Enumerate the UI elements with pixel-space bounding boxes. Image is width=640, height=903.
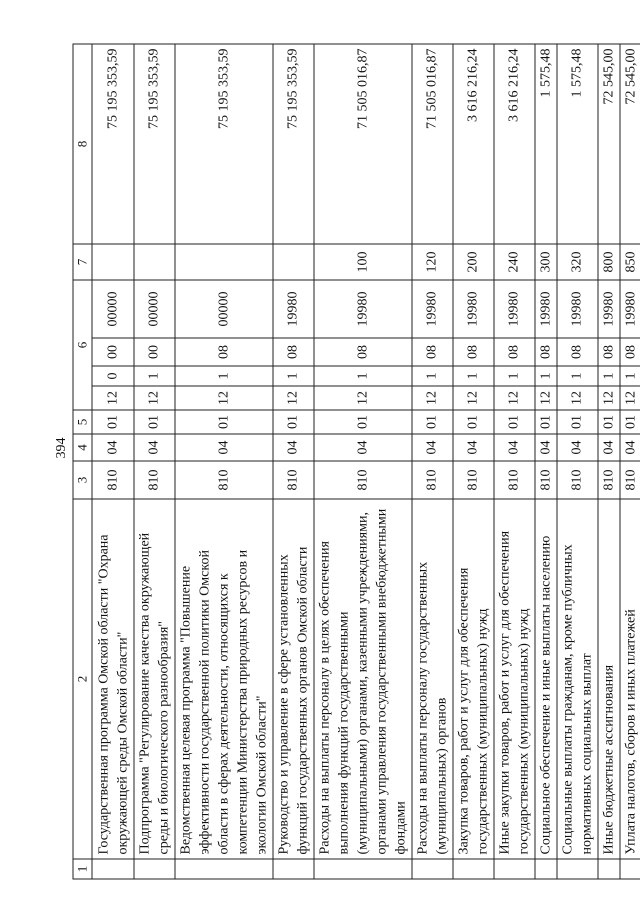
table-row [175,44,273,879]
cell-col-6-program: 12 [620,386,640,410]
cell-col-6-direction: 19980 [557,280,598,338]
cell-col-6-event: 08 [598,338,620,366]
cell-col-3: 810 [620,461,640,499]
cell-col-6-direction: 19980 [453,280,494,338]
table-row [598,44,620,879]
cell-col-6-direction: 19980 [535,280,557,338]
cell-col-4: 04 [412,434,453,461]
cell-amount: 1 575,48 [557,44,598,244]
header-col-8: 8 [73,44,92,244]
cell-col-6-direction: 19980 [273,280,314,338]
cell-col-7: 120 [412,244,453,280]
cell-col-3: 810 [494,461,535,499]
cell-col-6-event: 00 [134,338,175,366]
cell-col-5: 01 [494,410,535,434]
budget-table [73,44,640,880]
cell-col-1 [314,859,412,879]
cell-name: Руководство и управление в сфере установленных функций государственных органов Омской области [273,499,314,859]
cell-col-5: 01 [598,410,620,434]
cell-col-5: 01 [453,410,494,434]
cell-col-6-event: 08 [557,338,598,366]
table-row [273,44,314,879]
cell-col-6-direction: 19980 [494,280,535,338]
cell-col-6-event: 08 [494,338,535,366]
cell-col-5: 01 [273,410,314,434]
cell-col-6-subprogram: 0 [92,366,134,386]
cell-col-6-subprogram: 1 [412,366,453,386]
cell-col-3: 810 [92,461,134,499]
cell-col-3: 810 [134,461,175,499]
header-row [73,44,92,879]
cell-col-6-subprogram: 1 [134,366,175,386]
table-row [620,44,640,879]
cell-name: Расходы на выплаты персоналу государственных (муниципальных) органов [412,499,453,859]
cell-amount: 75 195 353,59 [175,44,273,244]
cell-col-4: 04 [175,434,273,461]
cell-col-6-direction: 19980 [314,280,412,338]
header-col-4: 4 [73,434,92,461]
cell-col-6-event: 08 [453,338,494,366]
cell-col-4: 04 [92,434,134,461]
cell-col-7: 800 [598,244,620,280]
cell-col-6-subprogram: 1 [273,366,314,386]
cell-col-7: 300 [535,244,557,280]
cell-col-1 [92,859,134,879]
cell-col-1 [134,859,175,879]
cell-col-6-subprogram: 1 [598,366,620,386]
cell-col-5: 01 [92,410,134,434]
cell-col-6-program: 12 [494,386,535,410]
cell-name: Расходы на выплаты персоналу в целях обеспечения выполнения функций государственными (муниципальными) органами, казенными учреждениями, органами управления государственными внебюджетными фондами [314,499,412,859]
cell-col-6-subprogram: 1 [453,366,494,386]
cell-col-5: 01 [175,410,273,434]
table-row [535,44,557,879]
header-col-7: 7 [73,244,92,280]
cell-col-4: 04 [453,434,494,461]
cell-col-5: 01 [314,410,412,434]
cell-col-6-event: 08 [620,338,640,366]
cell-col-6-direction: 19980 [598,280,620,338]
cell-col-4: 04 [598,434,620,461]
page-number: 394 [54,437,69,459]
cell-col-6-program: 12 [535,386,557,410]
cell-amount: 75 195 353,59 [273,44,314,244]
cell-col-4: 04 [494,434,535,461]
cell-col-5: 01 [412,410,453,434]
cell-col-7 [175,244,273,280]
cell-amount: 72 545,00 [598,44,620,244]
cell-col-6-subprogram: 1 [494,366,535,386]
cell-name: Подпрограмма "Регулирование качества окружающей среды и биологического разнообразия" [134,499,175,859]
cell-col-5: 01 [134,410,175,434]
cell-col-6-event: 08 [175,338,273,366]
cell-col-3: 810 [175,461,273,499]
cell-col-4: 04 [620,434,640,461]
cell-amount: 75 195 353,59 [92,44,134,244]
cell-col-6-event: 08 [314,338,412,366]
cell-col-4: 04 [134,434,175,461]
cell-col-1 [620,859,640,879]
cell-col-3: 810 [314,461,412,499]
cell-amount: 71 505 016,87 [314,44,412,244]
cell-col-1 [535,859,557,879]
cell-col-6-subprogram: 1 [535,366,557,386]
table-row [412,44,453,879]
budget-table-sheet [73,45,639,880]
cell-col-6-program: 12 [175,386,273,410]
cell-amount: 75 195 353,59 [134,44,175,244]
cell-col-6-program: 12 [598,386,620,410]
cell-col-6-event: 08 [535,338,557,366]
cell-col-1 [175,859,273,879]
cell-amount: 72 545,00 [620,44,640,244]
cell-col-1 [273,859,314,879]
table-row [557,44,598,879]
cell-col-7 [134,244,175,280]
cell-name: Закупка товаров, работ и услуг для обеспечения государственных (муниципальных) нужд [453,499,494,859]
header-col-5: 5 [73,410,92,434]
table-row [494,44,535,879]
cell-col-1 [557,859,598,879]
cell-col-6-program: 12 [557,386,598,410]
header-col-2: 2 [73,499,92,859]
cell-col-3: 810 [453,461,494,499]
table-row [453,44,494,879]
cell-name: Ведомственная целевая программа "Повышение эффективности государственной политики Омской области в сферах деятельности, относящихся к компетенции Министерства природных ресурсов и экологии Омской области" [175,499,273,859]
cell-col-6-event: 08 [273,338,314,366]
cell-col-6-program: 12 [92,386,134,410]
cell-col-6-direction: 19980 [412,280,453,338]
table-row [314,44,412,879]
cell-col-3: 810 [412,461,453,499]
cell-col-4: 04 [273,434,314,461]
cell-amount: 3 616 216,24 [453,44,494,244]
cell-col-5: 01 [535,410,557,434]
cell-col-6-program: 12 [412,386,453,410]
cell-col-7 [273,244,314,280]
cell-col-1 [453,859,494,879]
cell-name: Иные закупки товаров, работ и услуг для обеспечения государственных (муниципальных) нужд [494,499,535,859]
cell-col-1 [598,859,620,879]
cell-name: Государственная программа Омской области "Охрана окружающей среды Омской области" [92,499,134,859]
cell-col-6-program: 12 [273,386,314,410]
cell-col-6-program: 12 [314,386,412,410]
cell-col-6-event: 00 [92,338,134,366]
cell-col-7 [92,244,134,280]
cell-col-3: 810 [273,461,314,499]
cell-col-6-program: 12 [134,386,175,410]
header-col-6: 6 [73,280,92,410]
cell-col-7: 240 [494,244,535,280]
header-col-1: 1 [73,859,92,879]
cell-col-6-direction: 00000 [92,280,134,338]
header-col-3: 3 [73,461,92,499]
cell-amount: 1 575,48 [535,44,557,244]
cell-col-6-subprogram: 1 [620,366,640,386]
cell-col-5: 01 [620,410,640,434]
cell-col-3: 810 [557,461,598,499]
cell-col-7: 320 [557,244,598,280]
cell-amount: 71 505 016,87 [412,44,453,244]
cell-col-6-subprogram: 1 [557,366,598,386]
table-row [134,44,175,879]
cell-col-4: 04 [557,434,598,461]
cell-col-6-subprogram: 1 [175,366,273,386]
cell-col-6-subprogram: 1 [314,366,412,386]
cell-col-6-program: 12 [453,386,494,410]
cell-col-6-direction: 00000 [175,280,273,338]
cell-col-4: 04 [535,434,557,461]
cell-col-5: 01 [557,410,598,434]
cell-col-1 [412,859,453,879]
cell-col-3: 810 [598,461,620,499]
cell-col-6-direction: 00000 [134,280,175,338]
cell-col-3: 810 [535,461,557,499]
cell-col-7: 200 [453,244,494,280]
cell-col-7: 100 [314,244,412,280]
cell-col-6-event: 08 [412,338,453,366]
cell-amount: 3 616 216,24 [494,44,535,244]
cell-name: Иные бюджетные ассигнования [598,499,620,859]
cell-name: Социальное обеспечение и иные выплаты населению [535,499,557,859]
cell-col-1 [494,859,535,879]
cell-col-6-direction: 19980 [620,280,640,338]
cell-col-7: 850 [620,244,640,280]
cell-name: Социальные выплаты гражданам, кроме публичных нормативных социальных выплат [557,499,598,859]
table-row [92,44,134,879]
cell-col-4: 04 [314,434,412,461]
cell-name: Уплата налогов, сборов и иных платежей [620,499,640,859]
